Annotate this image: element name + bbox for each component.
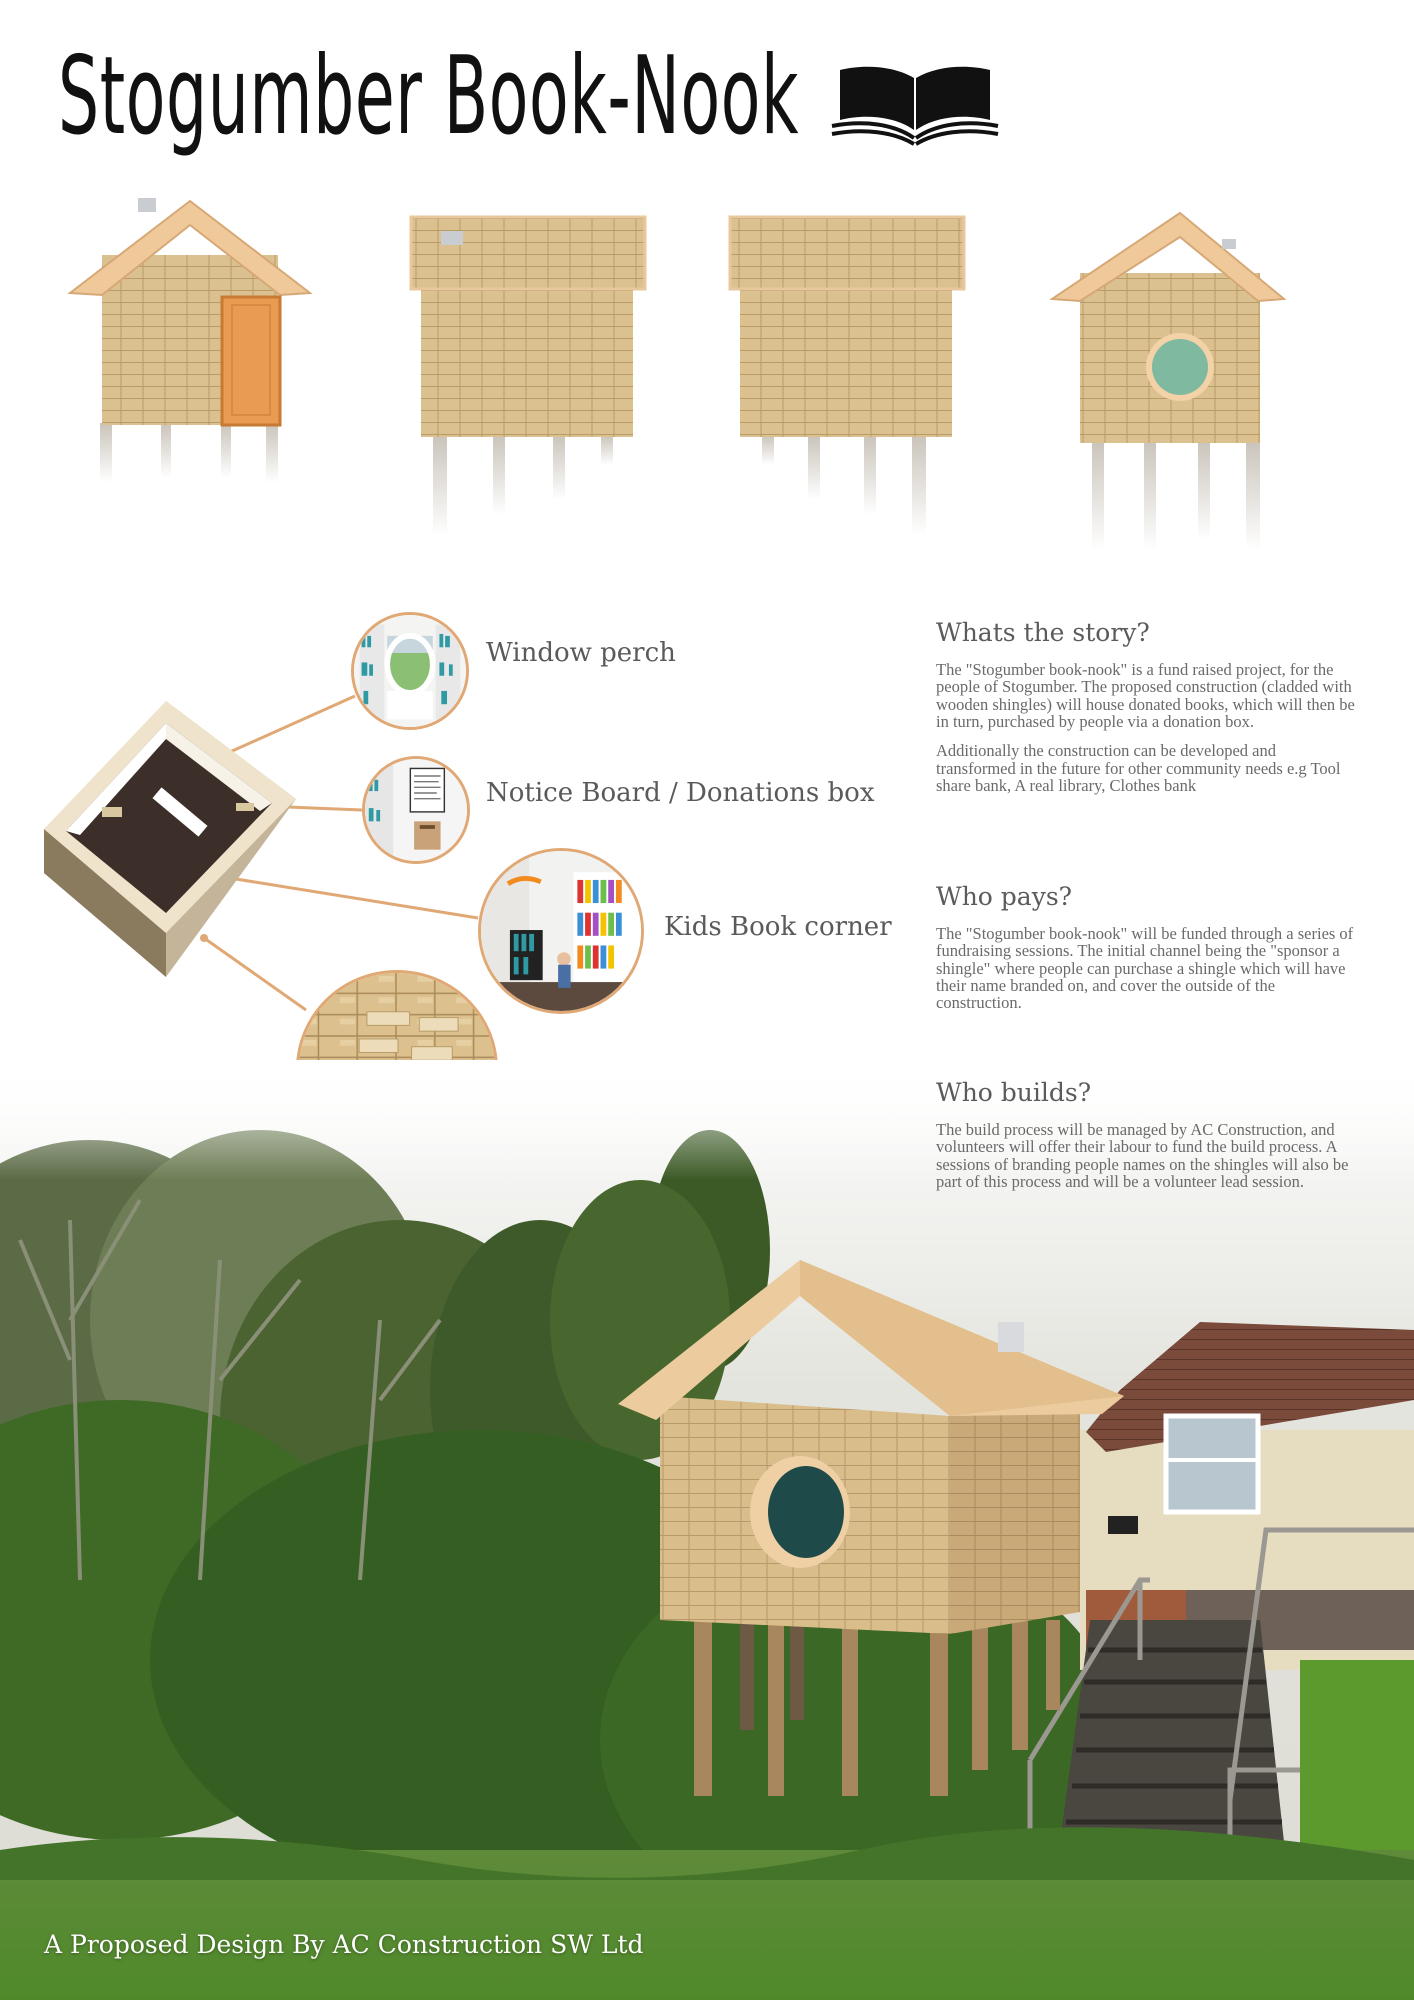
page-title: Stogumber Book-Nook	[58, 34, 800, 159]
left-elevation-image	[405, 195, 695, 565]
section-paragraph: The "Stogumber book-nook" is a fund raised project, for the people of Stogumber. The proposed construction (cladded with wooden shingles) will house donated books, which will then be in turn, purchased by people via a donation box.	[936, 660, 1355, 731]
front-elevation-image	[66, 195, 356, 565]
right-elevation-image	[728, 195, 1018, 565]
open-book-icon	[830, 58, 1000, 146]
section-heading: Whats the story?	[936, 618, 1150, 647]
section-paragraph: The build process will be managed by AC Construction, and volunteers will offer their labour to fund the build process. A sessions of branding people names on the shingles will also be part of this process and will be a volunteer lead session.	[936, 1120, 1349, 1191]
section-heading: Who builds?	[936, 1078, 1092, 1107]
footer-credit: A Proposed Design By AC Construction SW Ltd	[44, 1930, 644, 1959]
section-who-builds	[936, 1078, 1356, 1202]
rear-elevation-image	[1050, 195, 1340, 565]
window-perch-image	[351, 612, 469, 730]
kids-corner-image	[478, 848, 644, 1014]
notice-board-image	[362, 756, 470, 864]
section-story	[936, 618, 1356, 806]
section-who-pays	[936, 882, 1356, 1024]
feature-label-notice-board: Notice Board / Donations box	[486, 778, 875, 808]
section-paragraph: The "Stogumber book-nook" will be funded through a series of fundraising sessions. The initial channel being the "sponsor a shingle" where people can purchase a shingle which will have their name branded on, and cover the outside of the construction.	[936, 924, 1354, 1013]
section-paragraph: Additionally the construction can be developed and transformed in the future for other community needs e.g Tool share bank, A real library, Clothes bank	[936, 741, 1341, 795]
feature-label-kids-corner: Kids Book corner	[664, 912, 892, 942]
feature-label-window-perch: Window perch	[486, 638, 676, 668]
isometric-plan-image	[40, 695, 302, 979]
section-heading: Who pays?	[936, 882, 1073, 911]
